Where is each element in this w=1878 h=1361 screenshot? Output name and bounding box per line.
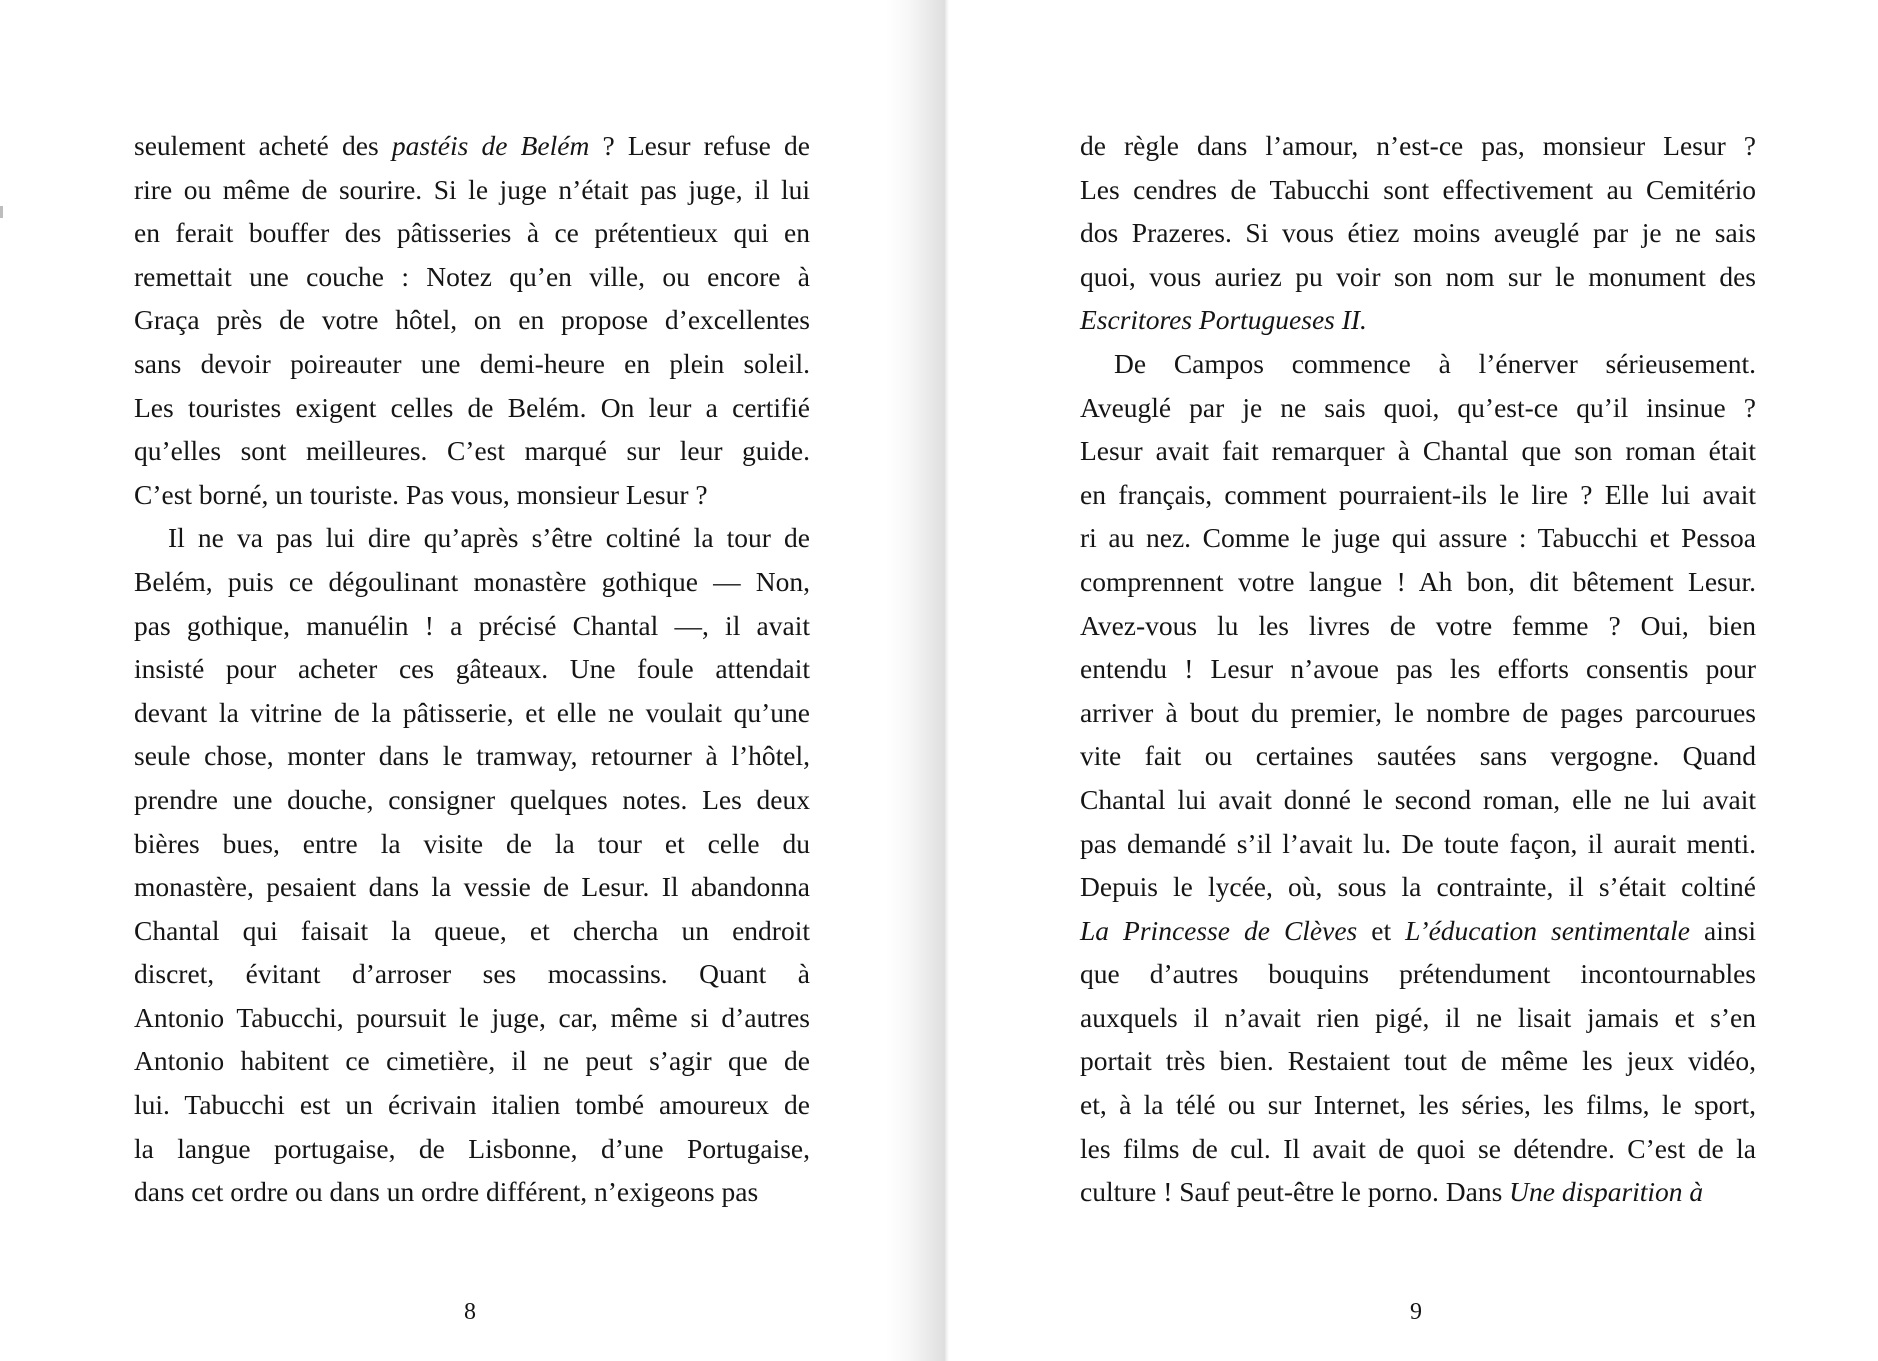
text-run: Les touristes exigent celles de Belém. On leur a certifié <box>134 391 810 423</box>
text-line <box>134 386 810 430</box>
text-line <box>134 778 810 822</box>
page-edge-mark <box>0 206 3 218</box>
italic-title-run: Une disparition à <box>1509 1176 1704 1208</box>
text-line <box>134 298 810 342</box>
text-line <box>1080 342 1756 386</box>
text-run: pas demandé s’il l’avait lu. De toute façon, il aurait menti. <box>1080 827 1756 859</box>
text-line <box>134 865 810 909</box>
text-run: ri au nez. Comme le juge qui assure : Tabucchi et Pessoa <box>1080 522 1756 554</box>
gutter-edge <box>945 0 949 1361</box>
text-line <box>134 952 810 996</box>
italic-title-run: pastéis de Belém <box>391 130 590 161</box>
text-line <box>134 996 810 1040</box>
text-line <box>134 1170 810 1214</box>
text-line <box>134 473 810 517</box>
text-line <box>1080 473 1756 517</box>
text-run: C’est borné, un touriste. Pas vous, monsieur Lesur ? <box>134 478 708 510</box>
text-run: devant la vitrine de la pâtisserie, et elle ne voulait qu’une <box>134 696 810 728</box>
text-line <box>1080 255 1756 299</box>
text-run: culture ! Sauf peut-être le porno. Dans <box>1080 1176 1510 1208</box>
text-run: Depuis le lycée, où, sous la contrainte, il s’était coltiné <box>1080 871 1756 903</box>
text-line <box>1080 516 1756 560</box>
text-run: et, à la télé ou sur Internet, les séries, les films, le sport, <box>1080 1089 1756 1121</box>
text-run: monastère, pesaient dans la vessie de Lesur. Il abandonna <box>134 871 810 903</box>
text-run: prendre une douche, consigner quelques notes. Les deux <box>134 783 810 815</box>
text-line <box>134 647 810 691</box>
text-line <box>134 1039 810 1083</box>
text-run: pas gothique, manuélin ! a précisé Chantal —, il avait <box>134 609 810 641</box>
text-line <box>1080 1170 1756 1214</box>
right-page-body <box>1080 124 1756 1214</box>
text-run: de règle dans l’amour, n’est-ce pas, monsieur Lesur ? <box>1080 130 1756 161</box>
text-line <box>1080 909 1756 953</box>
text-line <box>1080 386 1756 430</box>
text-run: bières bues, entre la visite de la tour et celle du <box>134 827 810 859</box>
text-run: la langue portugaise, de Lisbonne, d’une Portugaise, <box>134 1132 810 1164</box>
text-run: Chantal lui avait donné le second roman, elle ne lui avait <box>1080 783 1756 815</box>
gutter-shadow <box>885 0 945 1361</box>
text-run: entendu ! Lesur n’avoue pas les efforts consentis pour <box>1080 653 1756 685</box>
right-page-number: 9 <box>1410 1299 1422 1325</box>
text-line <box>1080 211 1756 255</box>
text-line <box>134 1083 810 1127</box>
text-line <box>1080 865 1756 909</box>
italic-title-run: La Princesse de Clèves <box>1080 914 1358 946</box>
text-line <box>1080 429 1756 473</box>
text-line <box>134 429 810 473</box>
text-line <box>134 604 810 648</box>
text-run: sans devoir poireauter une demi-heure en plein soleil. <box>134 347 810 379</box>
text-run: dans cet ordre ou dans un ordre différent, n’exigeons pas <box>134 1176 759 1208</box>
text-line <box>134 691 810 735</box>
text-line <box>134 734 810 778</box>
text-line <box>1080 822 1756 866</box>
text-run: Chantal qui faisait la queue, et chercha un endroit <box>134 914 810 946</box>
text-run: ainsi <box>1690 914 1756 946</box>
text-line <box>1080 1083 1756 1127</box>
text-run: et <box>1357 914 1406 946</box>
text-line <box>1080 691 1756 735</box>
text-run: seulement acheté des <box>134 130 392 161</box>
text-line <box>134 1127 810 1171</box>
text-line <box>1080 647 1756 691</box>
left-page-body <box>134 124 810 1214</box>
text-line <box>1080 298 1756 342</box>
text-run: Aveuglé par je ne sais quoi, qu’est-ce qu’il insinue ? <box>1080 391 1756 423</box>
left-page-number: 8 <box>464 1299 476 1325</box>
paragraph <box>1080 124 1756 342</box>
text-run: dos Prazeres. Si vous étiez moins aveuglé par je ne sais <box>1080 217 1756 249</box>
paragraph <box>1080 342 1756 1214</box>
text-line <box>1080 560 1756 604</box>
italic-title-run: L’éducation sentimentale <box>1405 914 1691 946</box>
text-run: Belém, puis ce dégoulinant monastère gothique — Non, <box>134 565 810 597</box>
text-run: Il ne va pas lui dire qu’après s’être coltiné la tour de <box>168 522 810 554</box>
text-run: en ferait bouffer des pâtisseries à ce prétentieux qui en <box>134 217 810 249</box>
text-run: que d’autres bouquins prétendument incontournables <box>1080 958 1756 990</box>
text-line <box>1080 1039 1756 1083</box>
text-line <box>1080 124 1756 168</box>
text-line <box>1080 168 1756 212</box>
text-line <box>134 168 810 212</box>
text-run: seule chose, monter dans le tramway, retourner à l’hôtel, <box>134 740 810 772</box>
text-run: arriver à bout du premier, le nombre de pages parcourues <box>1080 696 1756 728</box>
text-run: De Campos commence à l’énerver sérieusement. <box>1114 347 1756 379</box>
text-run: remettait une couche : Notez qu’en ville, ou encore à <box>134 260 810 292</box>
text-run: Avez-vous lu les livres de votre femme ? Oui, bien <box>1080 609 1756 641</box>
text-run: qu’elles sont meilleures. C’est marqué sur leur guide. <box>134 435 810 467</box>
text-line <box>134 516 810 560</box>
text-run: comprennent votre langue ! Ah bon, dit bêtement Lesur. <box>1080 565 1756 597</box>
text-run: Graça près de votre hôtel, on en propose d’excellentes <box>134 304 810 336</box>
text-run: Antonio habitent ce cimetière, il ne peut s’agir que de <box>134 1045 810 1077</box>
text-run: quoi, vous auriez pu voir son nom sur le monument des <box>1080 260 1756 292</box>
text-line <box>134 822 810 866</box>
text-line <box>134 560 810 604</box>
text-run: insisté pour acheter ces gâteaux. Une foule attendait <box>134 653 810 685</box>
text-run: auxquels il n’avait rien pigé, il ne lisait jamais et s’en <box>1080 1001 1756 1033</box>
text-line <box>1080 952 1756 996</box>
text-run: Antonio Tabucchi, poursuit le juge, car, même si d’autres <box>134 1001 810 1033</box>
text-run: portait très bien. Restaient tout de même les jeux vidéo, <box>1080 1045 1756 1077</box>
text-line <box>1080 734 1756 778</box>
text-run: Les cendres de Tabucchi sont effectivement au Cemitério <box>1080 173 1756 205</box>
text-run: en français, comment pourraient-ils le lire ? Elle lui avait <box>1080 478 1756 510</box>
text-run: Lesur avait fait remarquer à Chantal que son roman était <box>1080 435 1756 467</box>
italic-title-run: Escritores Portugueses II. <box>1080 304 1367 336</box>
text-line <box>1080 996 1756 1040</box>
text-run: discret, évitant d’arroser ses mocassins. Quant à <box>134 958 810 990</box>
text-line <box>1080 604 1756 648</box>
text-line <box>134 255 810 299</box>
text-run: vite fait ou certaines sautées sans vergogne. Quand <box>1080 740 1756 772</box>
text-line <box>134 909 810 953</box>
text-run: rire ou même de sourire. Si le juge n’était pas juge, il lui <box>134 173 810 205</box>
text-line <box>134 211 810 255</box>
text-run: les films de cul. Il avait de quoi se détendre. C’est de la <box>1080 1132 1756 1164</box>
text-run: lui. Tabucchi est un écrivain italien tombé amoureux de <box>134 1089 810 1121</box>
paragraph <box>134 124 810 516</box>
text-line <box>134 342 810 386</box>
text-run: ? Lesur refuse de <box>589 130 810 161</box>
text-line <box>1080 778 1756 822</box>
paragraph <box>134 516 810 1214</box>
text-line <box>1080 1127 1756 1171</box>
text-line <box>134 124 810 168</box>
